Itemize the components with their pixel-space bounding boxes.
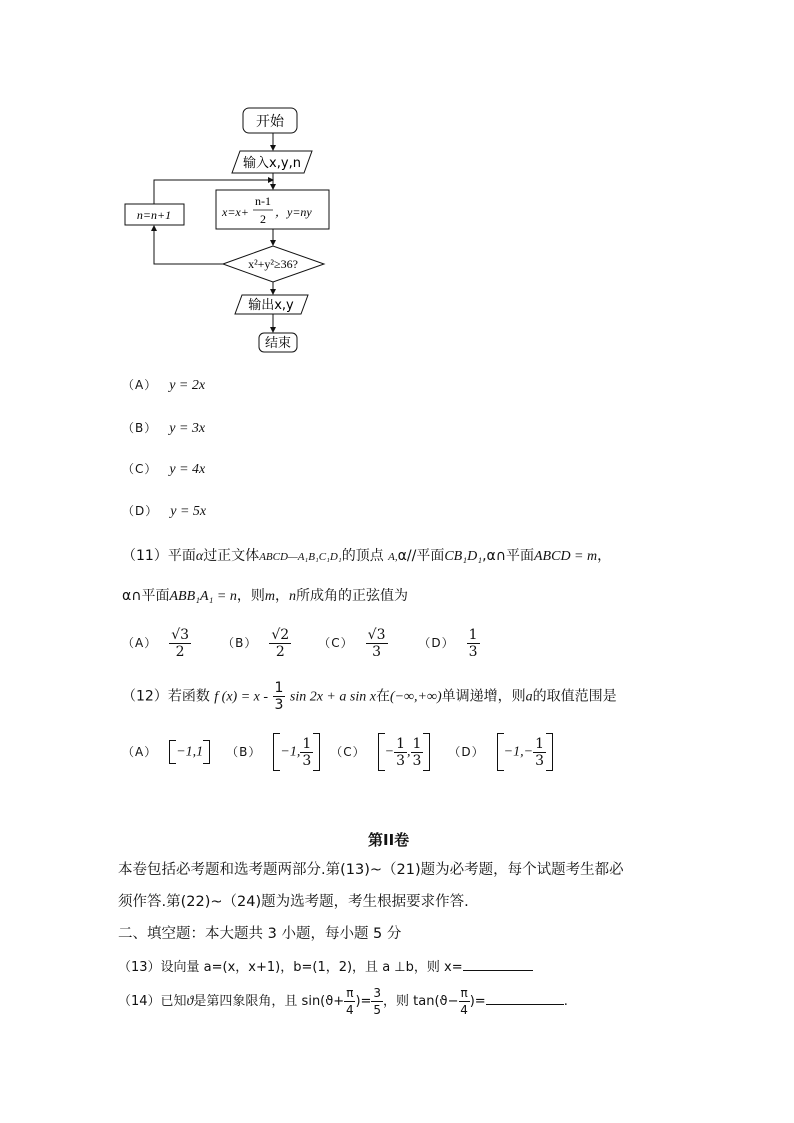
process-frac-num: n-1 (255, 194, 271, 208)
input-label: 输入x,y,n (243, 156, 301, 171)
q11-option-c: （C） $\frac{√3}{3}$ (318, 627, 386, 660)
increment-label: n=n+1 (136, 208, 172, 222)
flowchart (110, 100, 340, 360)
process-x-prefix: x=x+ (222, 205, 249, 219)
q13-answer-blank[interactable] (463, 969, 533, 971)
q10-option-d: （D） y = 5x (122, 504, 207, 519)
q12-option-d: （D） −1,− $\frac{1}{3}$ (448, 733, 553, 771)
q11-option-d: （D） $\frac{1}{3}$ (418, 627, 478, 660)
start-label: 开始 (256, 114, 284, 130)
decision-label: x²+y²≥36? (248, 257, 298, 271)
q10-option-b: （B） y = 3x (122, 421, 206, 436)
q12-stem: （12）若函数 f (x) = x - $\frac{1}{3}$ sin 2x + a sin x在(−∞,+∞)单调递增，则a的取值范围是 (122, 680, 617, 713)
q10-option-c: （C） y = 4x (122, 462, 206, 477)
q12-option-c: （C） − $\frac{1}{3}$ , $\frac{1}{3}$ (330, 733, 444, 771)
process-frac-den: 2 (260, 212, 266, 226)
q10-option-a: （A） y = 2x (122, 378, 206, 393)
process-y: ，y=ny (275, 205, 312, 219)
q11-options (122, 627, 480, 660)
output-label: 输出x,y (248, 298, 294, 313)
q14-answer-blank[interactable] (486, 1003, 564, 1005)
q11-option-a: （A） $\frac{√3}{2}$ (122, 627, 190, 660)
q11-line2: α∩平面ABB₁A₁ = n，则m，n所成角的正弦值为 (122, 588, 408, 604)
section-intro-line1: 本卷包括必考题和选考题两部分.第(13)~（21)题为必考题，每个试题考生都必 (118, 862, 624, 878)
q12-option-a: （A） −1,1 (122, 740, 222, 764)
section-intro-line2: 须作答.第(22)~（24)题为选考题，考生根据要求作答. (118, 894, 469, 910)
end-label: 结束 (264, 336, 292, 351)
section-title: 第II卷 (368, 831, 410, 849)
q12-options (122, 733, 553, 771)
q14: （14）已知ϑ是第四象限角，且 sin(ϑ+ $\frac{\pi}{4}$ )= $\frac{3}{5}$ ，则 tan(ϑ− $\frac{\pi}{4}$ )= . (118, 986, 568, 1017)
q11-option-b: （B） $\frac{√2}{2}$ (222, 627, 290, 660)
q13: （13）设向量 a=(x，x+1)，b=(1，2)，且 a ⊥b，则 x= (118, 956, 533, 975)
fill-blank-heading: 二、填空题：本大题共 3 小题，每小题 5 分 (118, 926, 402, 942)
q12-option-b: （B） −1, $\frac{1}{3}$ (226, 733, 326, 771)
q11-line1: （11）平面α过正文体ABCD—A₁B₁C₁D₁的顶点 A,α//平面CB₁D₁,α∩平面ABCD = m， (122, 548, 612, 564)
